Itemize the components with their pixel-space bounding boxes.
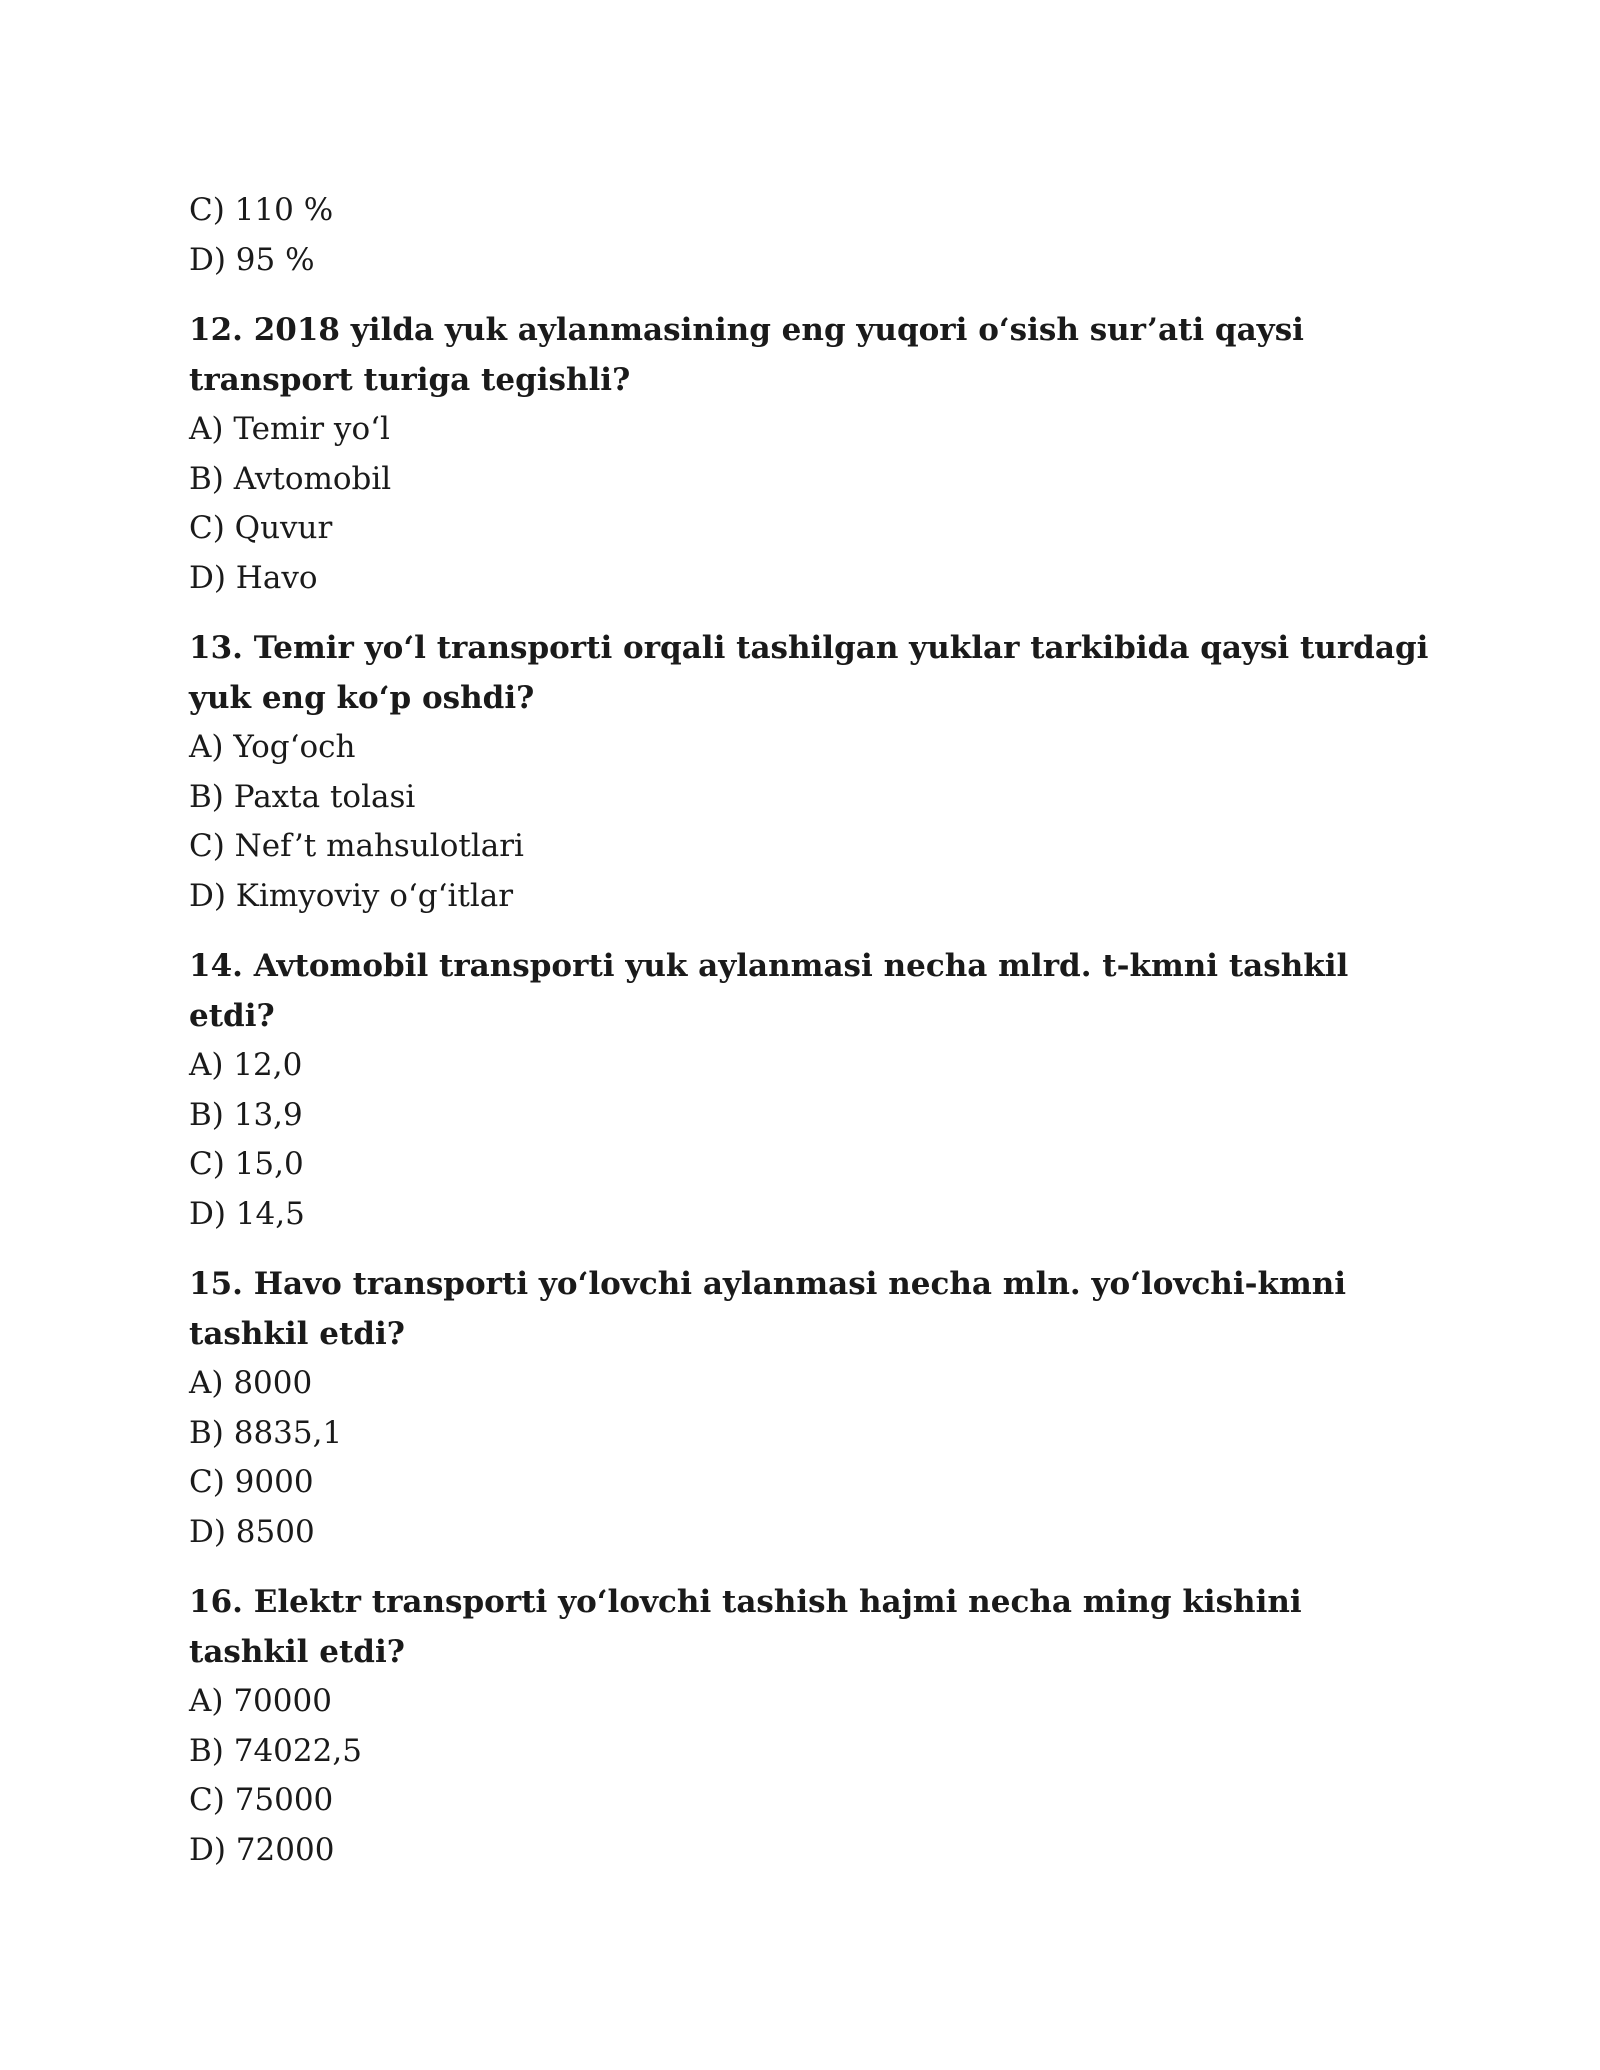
option-a: A) 70000 bbox=[189, 1683, 332, 1719]
option-c: C) Nef’t mahsulotlari bbox=[189, 828, 524, 864]
option-c: C) 9000 bbox=[189, 1464, 314, 1500]
option-d: D) 72000 bbox=[189, 1831, 335, 1868]
option-c: C) 110 % bbox=[189, 192, 334, 228]
option-b: B) Avtomobil bbox=[189, 460, 392, 497]
question-16: 16. Elektr transporti yo‘lovchi tashish hajmi necha ming kishini tashkil etdi? bbox=[189, 1584, 1302, 1670]
option-d: D) 14,5 bbox=[189, 1195, 305, 1232]
option-a: A) Temir yo‘l bbox=[189, 411, 390, 447]
question-12: 12. 2018 yilda yuk aylanmasining eng yuqori o‘sish sur’ati qaysi transport turiga tegishli? bbox=[189, 312, 1304, 398]
option-b: B) 8835,1 bbox=[189, 1414, 343, 1451]
question-block-16 bbox=[189, 1578, 1429, 1875]
option-d: D) Kimyoviy o‘g‘itlar bbox=[189, 877, 514, 914]
document-page bbox=[189, 186, 1429, 1875]
question-block-13 bbox=[189, 624, 1429, 921]
leading-options bbox=[189, 186, 1429, 285]
option-a: A) Yog‘och bbox=[189, 729, 356, 765]
option-a: A) 12,0 bbox=[189, 1047, 303, 1083]
option-d: D) 95 % bbox=[189, 241, 315, 278]
option-d: D) Havo bbox=[189, 559, 318, 596]
option-d: D) 8500 bbox=[189, 1513, 315, 1550]
option-c: C) Quvur bbox=[189, 510, 333, 546]
question-15: 15. Havo transporti yo‘lovchi aylanmasi necha mln. yo‘lovchi-kmni tashkil etdi? bbox=[189, 1266, 1347, 1352]
question-13: 13. Temir yo‘l transporti orqali tashilgan yuklar tarkibida qaysi turdagi yuk eng ko‘p oshdi? bbox=[189, 630, 1429, 716]
option-c: C) 15,0 bbox=[189, 1146, 304, 1182]
option-b: B) 13,9 bbox=[189, 1096, 303, 1133]
question-block-14 bbox=[189, 942, 1429, 1239]
question-block-15 bbox=[189, 1260, 1429, 1557]
question-block-12 bbox=[189, 306, 1429, 603]
option-b: B) Paxta tolasi bbox=[189, 778, 416, 815]
question-14: 14. Avtomobil transporti yuk aylanmasi necha mlrd. t-kmni tashkil etdi? bbox=[189, 948, 1349, 1034]
option-c: C) 75000 bbox=[189, 1782, 334, 1818]
option-b: B) 74022,5 bbox=[189, 1732, 362, 1769]
option-a: A) 8000 bbox=[189, 1365, 313, 1401]
